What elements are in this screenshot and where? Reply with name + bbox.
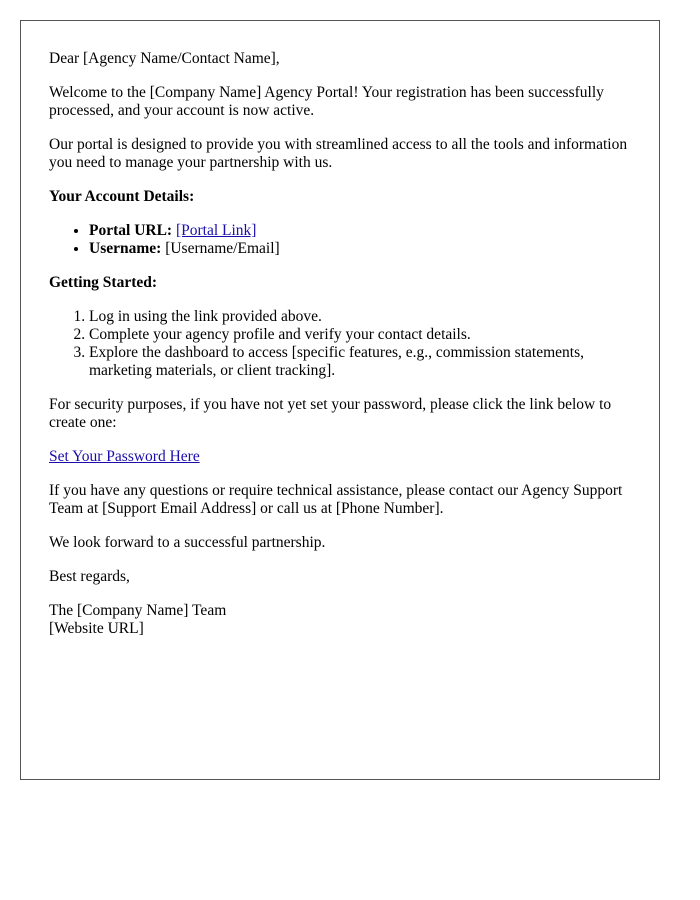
account-details-heading: Your Account Details: [49,188,195,205]
letter-container [20,20,660,780]
portal-description: Our portal is designed to provide you with streamlined access to all the tools and information you need to manage your partnership with us. [49,136,628,171]
support-note: If you have any questions or require technical assistance, please contact our Agency Support Team at [Support Email Address] or call us at [Phone Number]. [49,482,623,517]
step-item: 1. Log in using the link provided above. [89,308,631,326]
set-password-paragraph [49,448,631,466]
username-value: [Username/Email] [165,240,280,257]
signature-team: The [Company Name] Team [49,602,227,619]
username-item [89,240,631,258]
security-note: For security purposes, if you have not yet set your password, please click the link below to create one: [49,396,612,431]
step-item: 3. Explore the dashboard to access [specific features, e.g., commission statements, marketing materials, or client tracking]. [89,344,631,380]
portal-url-label: Portal URL: [89,222,173,239]
account-details-list [49,222,631,258]
signature [49,602,631,638]
getting-started-steps [49,308,631,380]
set-password-link[interactable]: Set Your Password Here [49,448,200,465]
intro-paragraph: Welcome to the [Company Name] Agency Portal! Your registration has been successfully processed, and your account is now active. [49,84,604,119]
closing-line: We look forward to a successful partnership. [49,534,326,551]
portal-url-item [89,222,631,240]
signature-website: [Website URL] [49,620,144,637]
username-label: Username: [89,240,162,257]
step-item: 2. Complete your agency profile and verify your contact details. [89,326,631,344]
getting-started-heading: Getting Started: [49,274,158,291]
portal-link[interactable]: [Portal Link] [175,222,257,239]
sign-off: Best regards, [49,568,130,585]
greeting: Dear [Agency Name/Contact Name], [49,50,280,67]
